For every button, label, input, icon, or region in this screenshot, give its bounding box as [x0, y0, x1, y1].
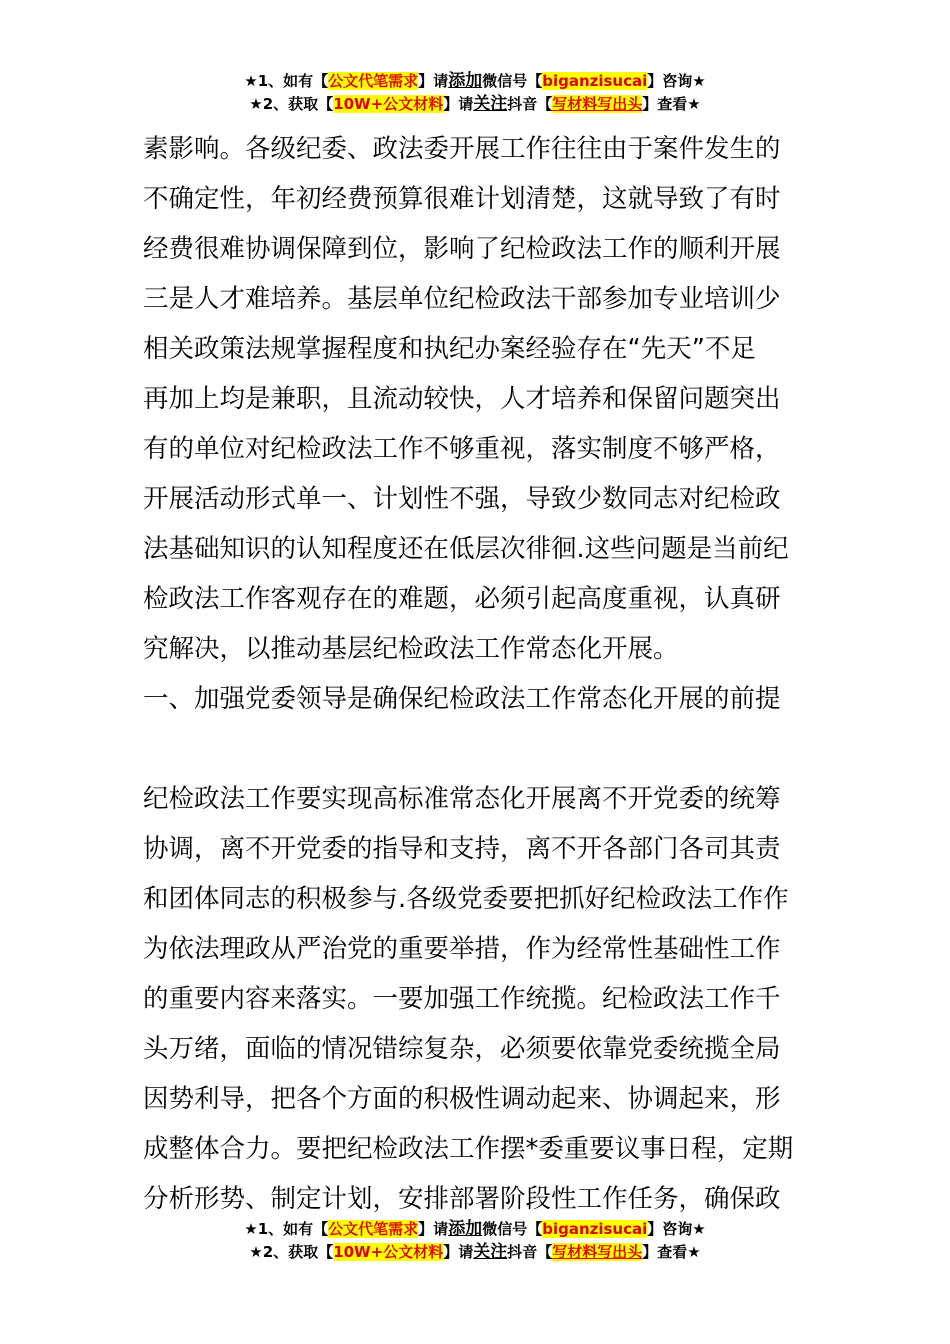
section-heading: 一、加强党委领导是确保纪检政法工作常态化开展的前提 [143, 684, 781, 714]
text-line: 素影响。各级纪委、政法委开展工作往往由于案件发生的 [143, 134, 781, 164]
banner-line-1: ★1、如有【公文代笔需求】请添加微信号【biganzisucai】咨询★ [244, 1219, 706, 1239]
highlight-ghostwriting: 公文代笔需求 [328, 72, 419, 90]
document-body [143, 124, 823, 1224]
banner-line-2: ★2、获取【10W+公文材料】请关注抖音【写材料写出头】查看★ [249, 94, 701, 114]
highlight-materials: 10W+公文材料 [333, 95, 444, 113]
text-line: 法基础知识的认知程度还在低层次徘徊.这些问题是当前纪 [143, 534, 789, 564]
text-line: 究解决，以推动基层纪检政法工作常态化开展。 [143, 634, 679, 664]
text-line: 成整体合力。要把纪检政法工作摆*委重要议事日程，定期 [143, 1134, 794, 1164]
text-line: 检政法工作客观存在的难题，必须引起高度重视，认真研 [143, 584, 781, 614]
text-line: 分析形势、制定计划，安排部署阶段性工作任务，确保政 [143, 1184, 781, 1214]
blank-line [143, 724, 823, 774]
text-line: 有的单位对纪检政法工作不够重视，落实制度不够严格， [143, 434, 781, 464]
text-line: 纪检政法工作要实现高标准常态化开展离不开党委的统筹 [143, 784, 781, 814]
text-line: 再加上均是兼职，且流动较快，人才培养和保留问题突出 [143, 384, 781, 414]
wechat-id: biganzisucai [542, 1220, 648, 1238]
douyin-account: 写材料写出头 [552, 95, 643, 113]
text-line: 头万绪，面临的情况错综复杂，必须要依靠党委统揽全局 [143, 1034, 781, 1064]
banner-line-2: ★2、获取【10W+公文材料】请关注抖音【写材料写出头】查看★ [249, 1242, 701, 1262]
text-line: 因势利导，把各个方面的积极性调动起来、协调起来，形 [143, 1084, 781, 1114]
text-line: 和团体同志的积极参与.各级党委要把抓好纪检政法工作作 [143, 884, 789, 914]
bottom-banner [0, 1218, 950, 1264]
text-line: 的重要内容来落实。一要加强工作统揽。纪检政法工作千 [143, 984, 781, 1014]
text-line: 经费很难协调保障到位，影响了纪检政法工作的顺利开展 [143, 234, 781, 264]
text-line: 相关政策法规掌握程度和执纪办案经验存在“先天”不足 [143, 334, 756, 364]
text-line: 不确定性，年初经费预算很难计划清楚，这就导致了有时 [143, 184, 781, 214]
top-banner [0, 70, 950, 116]
highlight-materials: 10W+公文材料 [333, 1243, 444, 1261]
banner-line-1: ★1、如有【公文代笔需求】请添加微信号【biganzisucai】咨询★ [244, 71, 706, 91]
text-line: 为依法理政从严治党的重要举措，作为经常性基础性工作 [143, 934, 781, 964]
douyin-account: 写材料写出头 [552, 1243, 643, 1261]
text-line: 开展活动形式单一、计划性不强，导致少数同志对纪检政 [143, 484, 781, 514]
highlight-ghostwriting: 公文代笔需求 [328, 1220, 419, 1238]
text-line: 协调，离不开党委的指导和支持，离不开各部门各司其责 [143, 834, 781, 864]
wechat-id: biganzisucai [542, 72, 648, 90]
text-line: 三是人才难培养。基层单位纪检政法干部参加专业培训少 [143, 284, 781, 314]
